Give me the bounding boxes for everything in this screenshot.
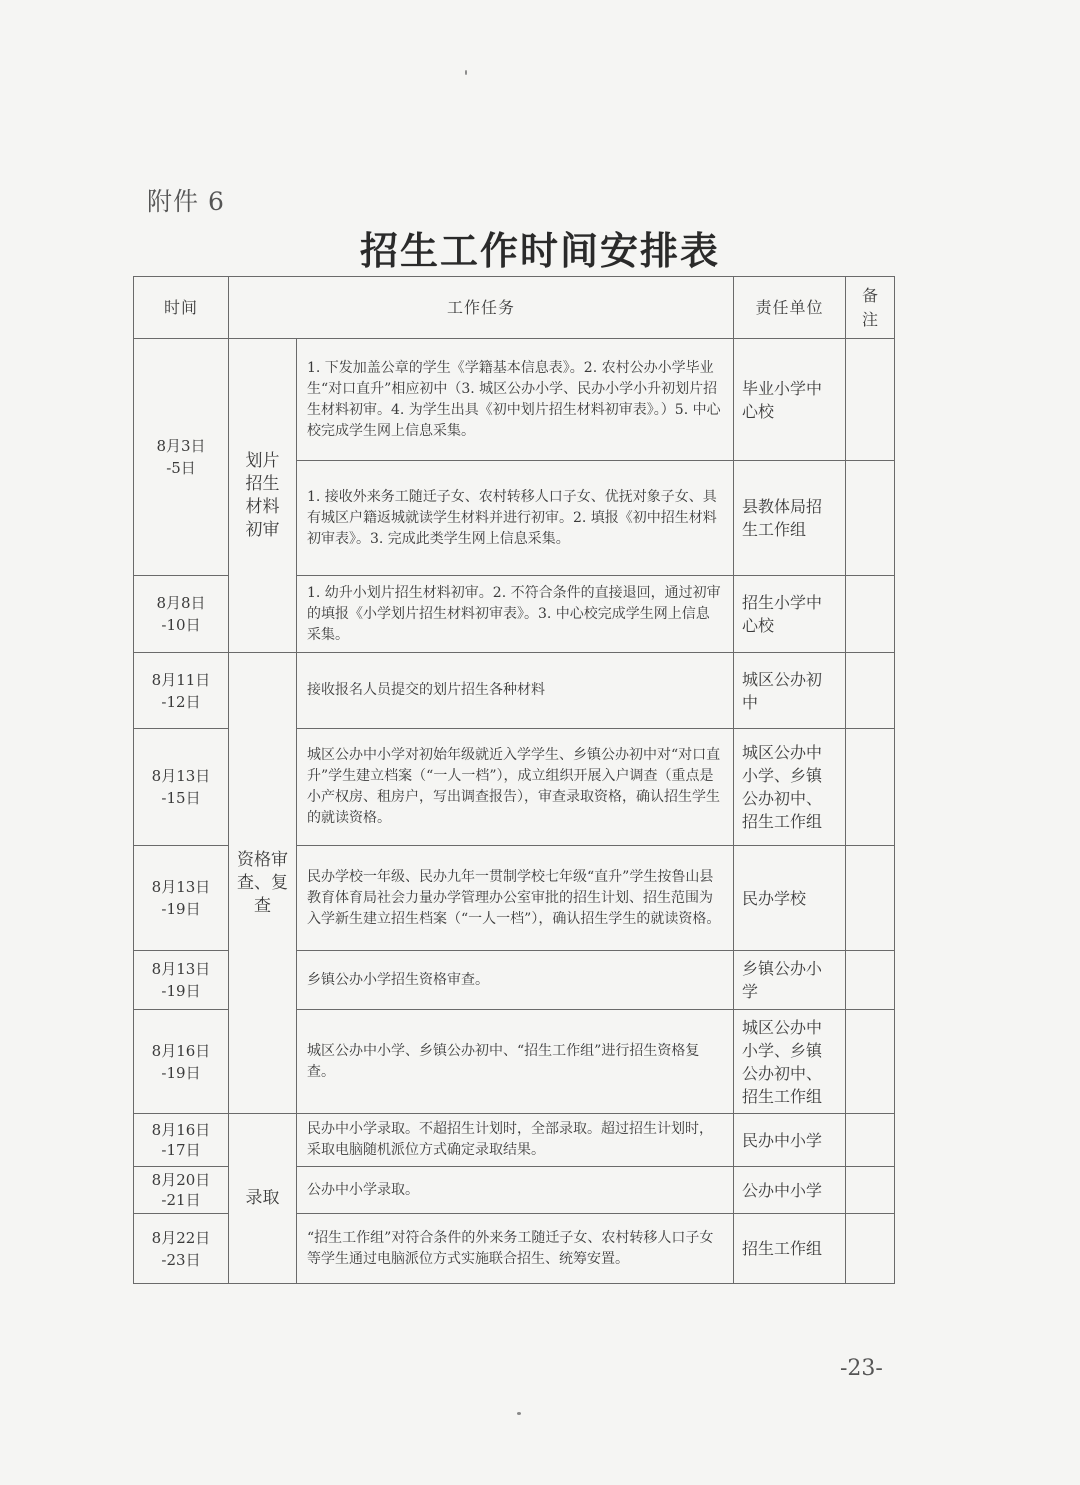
page-title: 招生工作时间安排表 xyxy=(359,228,720,273)
task-cell: 城区公办中小学对初始年级就近入学学生、乡镇公办初中对“对口直升”学生建立档案（“一人一档”），成立组织开展入户调查（重点是小产权房、租房户，写出调查报告），审查录取资格，确认招生学生的就读资格。 xyxy=(297,729,734,846)
time-cell: 8月13日 -19日 xyxy=(134,951,229,1010)
task-cell: 民办中小学录取。不超招生计划时，全部录取。超过招生计划时，采取电脑随机派位方式确定录取结果。 xyxy=(297,1114,734,1167)
header-time: 时间 xyxy=(134,277,229,339)
note-cell xyxy=(846,576,895,653)
task-cell: 1. 幼升小划片招生材料初审。2. 不符合条件的直接退回，通过初审的填报《小学划片招生材料初审表》。3. 中心校完成学生网上信息采集。 xyxy=(297,576,734,653)
task-cell: 乡镇公办小学招生资格审查。 xyxy=(297,951,734,1010)
header-row xyxy=(134,277,895,339)
unit-cell: 招生工作组 xyxy=(734,1214,846,1284)
attachment-label: 附件 6 xyxy=(147,187,225,216)
task-cell: 公办中小学录取。 xyxy=(297,1167,734,1214)
time-cell: 8月11日 -12日 xyxy=(134,653,229,729)
table-row xyxy=(134,339,895,461)
time-cell: 8月8日 -10日 xyxy=(134,576,229,653)
task-cell: 城区公办中小学、乡镇公办初中、“招生工作组”进行招生资格复查。 xyxy=(297,1010,734,1114)
time-cell: 8月13日 -15日 xyxy=(134,729,229,846)
unit-cell: 公办中小学 xyxy=(734,1167,846,1214)
note-cell xyxy=(846,461,895,576)
header-unit: 责任单位 xyxy=(734,277,846,339)
time-cell: 8月3日 -5日 xyxy=(134,339,229,576)
note-cell xyxy=(846,729,895,846)
note-cell xyxy=(846,1114,895,1167)
note-cell xyxy=(846,1214,895,1284)
scan-speck xyxy=(517,1412,521,1415)
note-cell xyxy=(846,1010,895,1114)
note-cell xyxy=(846,1167,895,1214)
note-cell xyxy=(846,653,895,729)
time-cell: 8月16日 -17日 xyxy=(134,1114,229,1167)
phase-cell xyxy=(229,653,297,1114)
task-cell: 接收报名人员提交的划片招生各种材料 xyxy=(297,653,734,729)
scan-speck xyxy=(465,70,467,75)
unit-cell: 城区公办中小学、乡镇公办初中、招生工作组 xyxy=(734,729,846,846)
header-note: 备注 xyxy=(846,277,895,339)
schedule-table xyxy=(133,276,895,1284)
task-cell: “招生工作组”对符合条件的外来务工随迁子女、农村转移人口子女等学生通过电脑派位方式实施联合招生、统筹安置。 xyxy=(297,1214,734,1284)
table-row xyxy=(134,653,895,729)
unit-cell: 民办中小学 xyxy=(734,1114,846,1167)
time-cell: 8月13日 -19日 xyxy=(134,846,229,951)
unit-cell: 毕业小学中心校 xyxy=(734,339,846,461)
unit-cell: 招生小学中心校 xyxy=(734,576,846,653)
table-row xyxy=(134,1114,895,1167)
time-cell: 8月22日 -23日 xyxy=(134,1214,229,1284)
note-cell xyxy=(846,846,895,951)
phase-cell: 录取 xyxy=(229,1114,297,1284)
time-cell: 8月20日 -21日 xyxy=(134,1167,229,1214)
task-cell: 1. 下发加盖公章的学生《学籍基本信息表》。2. 农村公办小学毕业生“对口直升”相应初中（3. 城区公办小学、民办小学小升初划片招生材料初审。4. 为学生出具《初中划片招生材料初审表》。）5. 中心校完成学生网上信息采集。 xyxy=(297,339,734,461)
phase-label: 资格审查、复查 xyxy=(237,849,288,916)
unit-cell: 城区公办初中 xyxy=(734,653,846,729)
header-task: 工作任务 xyxy=(229,277,734,339)
unit-cell: 城区公办中小学、乡镇公办初中、招生工作组 xyxy=(734,1010,846,1114)
phase-cell xyxy=(229,339,297,653)
note-cell xyxy=(846,951,895,1010)
unit-cell: 民办学校 xyxy=(734,846,846,951)
unit-cell: 乡镇公办小学 xyxy=(734,951,846,1010)
phase-label: 划片招生材料初审 xyxy=(245,450,280,540)
task-cell: 民办学校一年级、民办九年一贯制学校七年级“直升”学生按鲁山县教育体育局社会力量办学管理办公室审批的招生计划、招生范围为入学新生建立招生档案（“一人一档”），确认招生学生的就读资格。 xyxy=(297,846,734,951)
unit-cell: 县教体局招生工作组 xyxy=(734,461,846,576)
task-cell: 1. 接收外来务工随迁子女、农村转移人口子女、优抚对象子女、具有城区户籍返城就读学生材料并进行初审。2. 填报《初中招生材料初审表》。3. 完成此类学生网上信息采集。 xyxy=(297,461,734,576)
page-number: -23- xyxy=(840,1356,883,1381)
time-cell: 8月16日 -19日 xyxy=(134,1010,229,1114)
note-cell xyxy=(846,339,895,461)
